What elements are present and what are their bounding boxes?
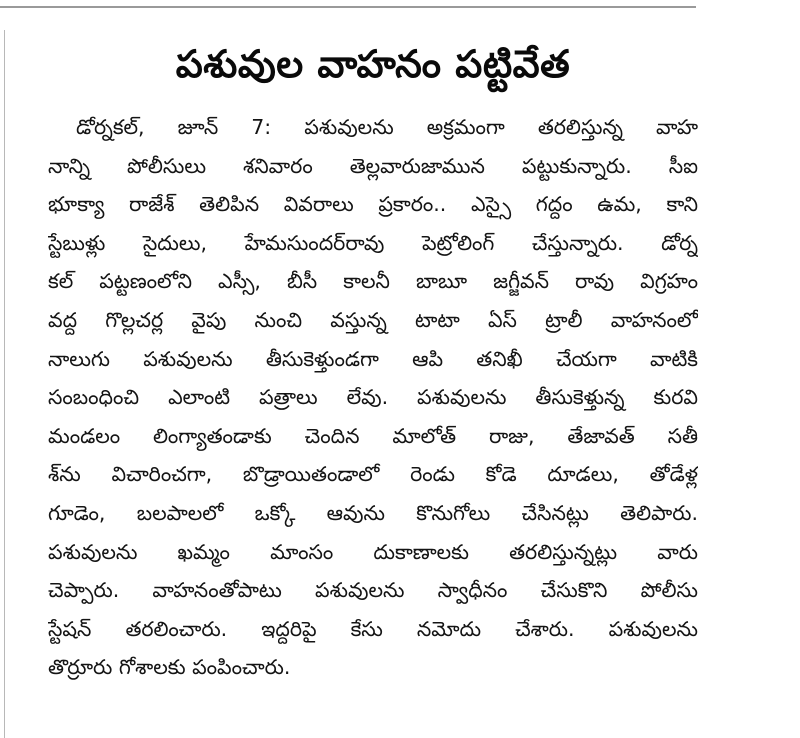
article-body [48, 108, 698, 687]
body-line: స్టేబుళ్లు సైదులు, హేమసుందర్‌రావు పెట్రోలింగ్ చేస్తున్నారు. డోర్న [48, 230, 698, 255]
article-headline: పశువుల వాహనం పట్టివేత [175, 42, 571, 86]
body-line: పశువులను ఖమ్మం మాంసం దుకాణాలకు తరలిస్తున్నట్లు వారు [48, 539, 698, 564]
body-line: శ్‌ను విచారించగా, బొడ్రాయితండాలో రెండు కోడె దూడలు, తోడేళ్ల [48, 462, 698, 487]
body-line: స్టేషన్ తరలించారు. ఇద్దరిపై కేసు నమోదు చేశారు. పశువులను [48, 616, 698, 641]
body-line: భూక్యా రాజేశ్ తెలిపిన వివరాలు ప్రకారం.. ఎస్సై గద్దం ఉమ, కాని [48, 192, 698, 217]
body-line: కల్ పట్టణంలోని ఎస్సీ, బీసీ కాలనీ బాబూ జగ్జీవన్ రావు విగ్రహం [48, 269, 698, 294]
body-line: నాలుగు పశువులను తీసుకెళ్తుండగా ఆపి తనిఖీ చేయగా వాటికి [48, 346, 698, 371]
body-line: వద్ద గొల్లచర్ల వైపు నుంచి వస్తున్న టాటా ఏస్ ట్రాలీ వాహనంలో [48, 307, 698, 332]
body-line: గూడెం, బలపాలలో ఒక్కో ఆవును కొనుగోలు చేసినట్లు తెలిపారు. [48, 500, 698, 525]
body-line: నాన్ని పోలీసులు శనివారం తెల్లవారుజామున పట్టుకున్నారు. సీఐ [48, 153, 698, 178]
column-divider [4, 30, 5, 738]
body-line: డోర్నకల్, జూన్ 7: పశువులను అక్రమంగా తరలిస్తున్న వాహ [76, 115, 698, 139]
body-line: చెప్పారు. వాహనంతోపాటు పశువులను స్వాధీనం చేసుకొని పోలీసు [48, 578, 698, 603]
body-line: తొర్రూరు గోశాలకు పంపించారు. [48, 655, 291, 680]
body-line: మండలం లింగ్యాతండాకు చెందిన మాలోత్ రాజు, తేజావత్ సతీ [48, 423, 698, 448]
news-article [48, 36, 698, 687]
body-line: సంబంధించి ఎలాంటి పత్రాలు లేవు. పశువులను తీసుకెళ్తున్న కురవి [48, 385, 698, 410]
top-divider [0, 6, 696, 8]
